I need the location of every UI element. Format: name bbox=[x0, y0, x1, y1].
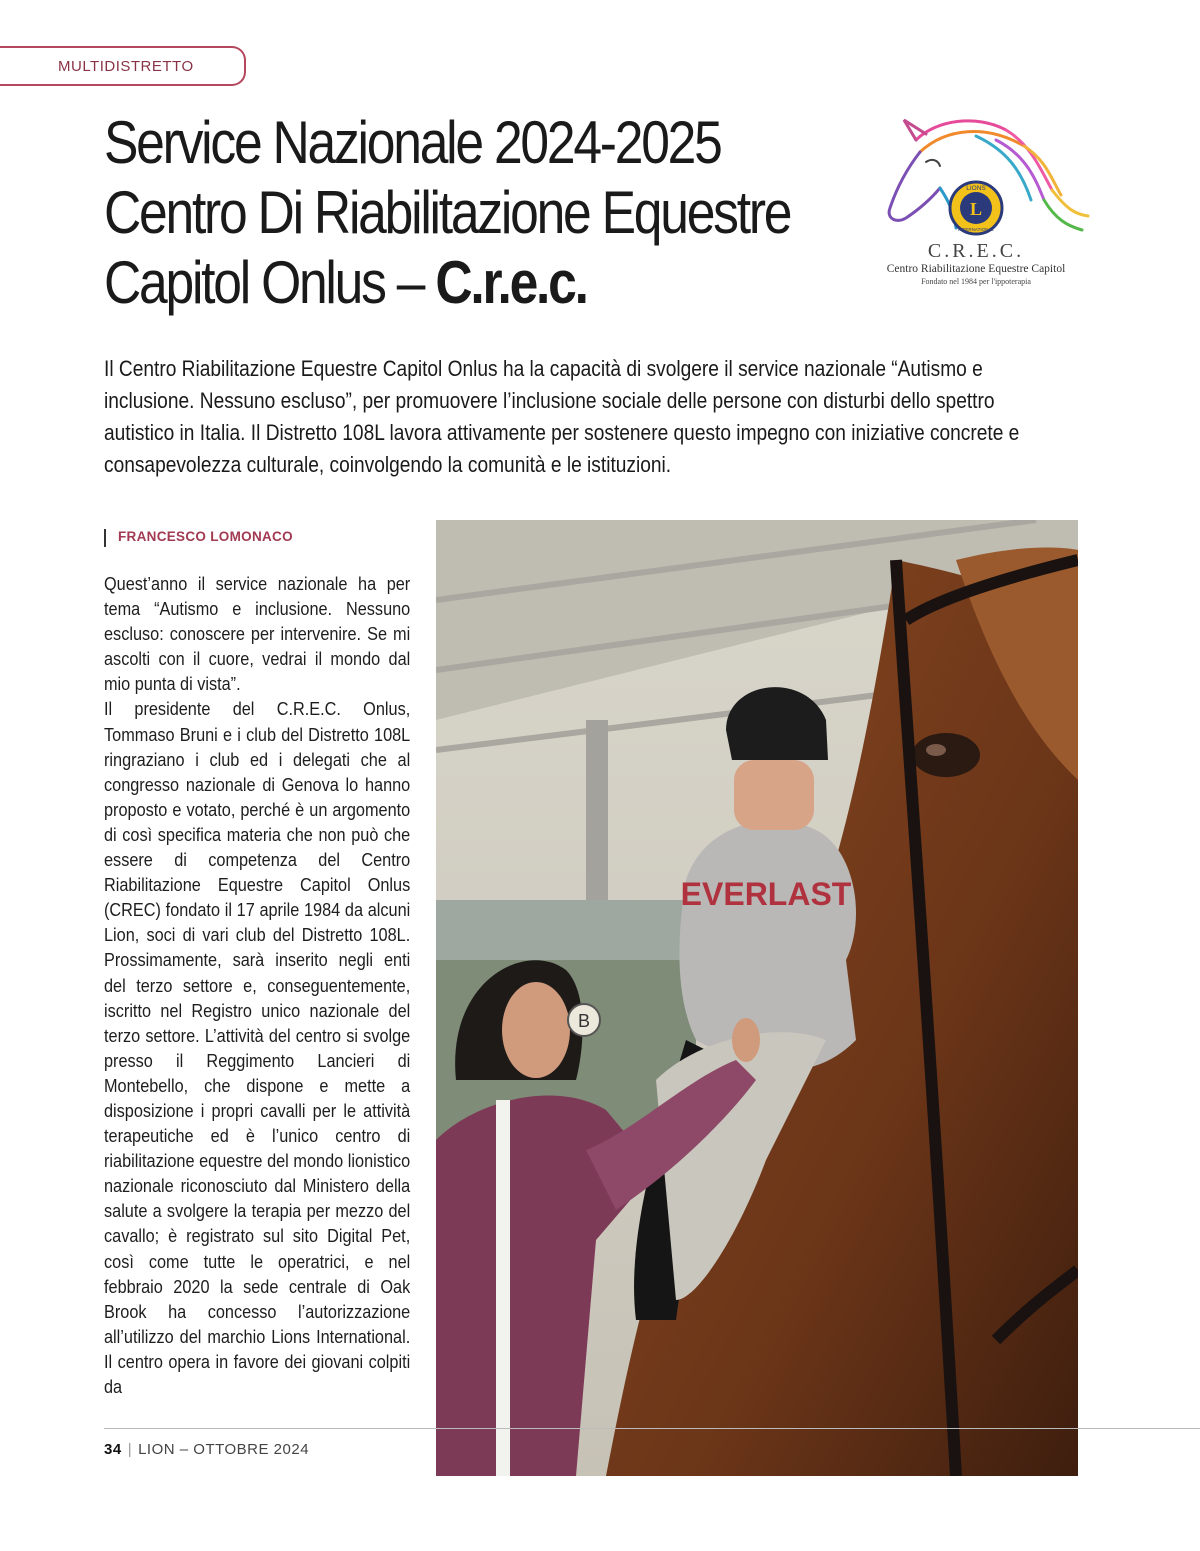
author-byline: FRANCESCO LOMONACO bbox=[118, 529, 293, 544]
footer-divider bbox=[104, 1428, 1200, 1429]
title-line-1: Service Nazionale 2024-2025 bbox=[104, 109, 721, 176]
article-photo bbox=[436, 520, 1078, 1476]
page-footer bbox=[104, 1441, 309, 1458]
magazine-issue: LION – OTTOBRE 2024 bbox=[138, 1441, 310, 1458]
lead-paragraph: Il Centro Riabilitazione Equestre Capitol Onlus ha la capacità di svolgere il service nazionale “Autismo e inclusione. Nessuno escluso”, per promuovere l’inclusione sociale delle persone con disturbi dello spettro autistico in Italia. Il Distretto 108L lavora attivamente per sostenere questo impegno con iniziative concrete e consapevolezza culturale, coinvolgendo la comunità e le istituzioni. bbox=[104, 356, 1020, 477]
title-acronym: C.r.e.c. bbox=[435, 249, 587, 316]
body-paragraph-1: Quest’anno il service nazionale ha per tema “Autismo e inclusione. Nessuno escluso: conoscere per intervenire. Se mi ascolti con il cuore, vedrai il mondo dal mio punta di vista”. bbox=[104, 573, 411, 695]
page-number: 34 bbox=[104, 1441, 122, 1458]
article-body bbox=[104, 571, 410, 1399]
title-line-2: Centro Di Riabilitazione Equestre bbox=[104, 179, 791, 246]
logo-tagline: Fondato nel 1984 per l'ippoterapia bbox=[921, 277, 1031, 286]
section-label: MULTIDISTRETTO bbox=[58, 58, 194, 75]
byline-divider bbox=[104, 529, 106, 547]
title-line-3 bbox=[104, 248, 740, 318]
logo-name: C.R.E.C. bbox=[927, 240, 1025, 262]
footer-separator: | bbox=[127, 1441, 133, 1458]
badge-bottom-text: INTERNATIONAL bbox=[958, 227, 994, 232]
body-paragraph-2: Il presidente del C.R.E.C. Onlus, Tommaso Bruni e i club del Distretto 108L ringraziano i club ed i delegati che al congresso nazionale di Genova lo hanno proposto e votato, perché è un argomento di così specifica materia che non può che essere di competenza del Centro Riabilitazione Equestre Capitol Onlus (CREC) fondato il 17 aprile 1984 da alcuni Lion, soci di vari club del Distretto 108L. Prossimamente, sarà inserito negli enti del terzo settore e, conseguentemente, iscritto nel Registro unico nazionale del terzo settore. L’attività del centro si svolge presso il Reggimento Lancieri di Montebello, che dispone e mette a disposizione i propri cavalli per le attività terapeutiche ed è l’unico centro di riabilitazione equestre del mondo lionistico nazionale riconosciuto dal Ministero della salute a svolgere la terapia per mezzo del cavallo; è registrato sul sito Digital Pet, così come tutte le operatrici, e nel febbraio 2020 la sede centrale di Oak Brook ha concesso l’autorizzazione all’utilizzo del marchio Lions International. Il centro opera in favore dei giovani colpiti da bbox=[104, 698, 411, 1397]
badge-top-text: LIONS bbox=[966, 185, 986, 192]
page-title bbox=[104, 108, 791, 318]
title-line-3-text: Capitol Onlus – bbox=[104, 249, 436, 316]
arena-marker-letter: B bbox=[577, 1011, 591, 1031]
sweatshirt-text: EVERLAST bbox=[680, 876, 852, 912]
lions-badge-icon bbox=[950, 182, 1002, 234]
badge-letter: L bbox=[969, 199, 983, 219]
section-tab bbox=[0, 46, 246, 86]
logo-subtitle: Centro Riabilitazione Equestre Capitol bbox=[886, 263, 1066, 275]
